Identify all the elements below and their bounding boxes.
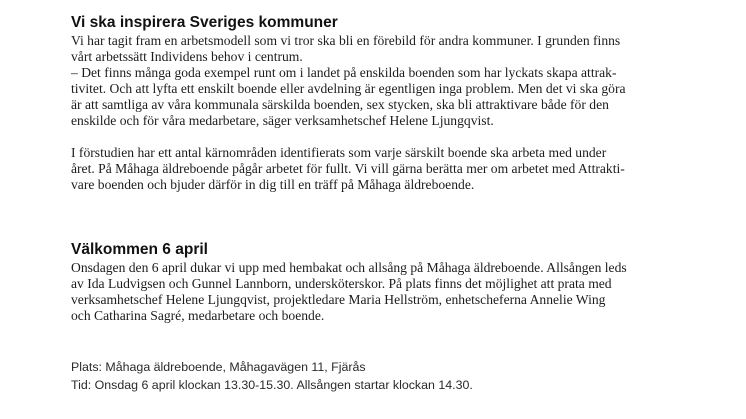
section-heading: Välkommen 6 april — [71, 241, 208, 258]
text-line: vårt arbetssätt Individens behov i centrum. — [71, 49, 303, 64]
event-place: Plats: Måhaga äldreboende, Måhagavägen 11, Fjärås — [71, 360, 366, 374]
text-line: verksamhetschef Helene Ljungqvist, projektledare Maria Hellström, enhetscheferna Annelie Wing — [71, 292, 606, 307]
text-line: av Ida Ludvigsen och Gunnel Lannborn, undersköterskor. På plats finns det möjlighet att prata med — [71, 276, 612, 291]
section-inspire — [71, 13, 626, 193]
text-line: enskilde och för våra medarbetare, säger verksamhetschef Helene Ljungqvist. — [71, 113, 494, 128]
event-info — [71, 358, 473, 394]
text-line: och Catharina Sagré, medarbetare och boende. — [71, 308, 325, 323]
paragraph-prestudy — [71, 145, 626, 193]
section-welcome — [71, 240, 627, 324]
text-line: tivitet. Och att lyfta ett enskilt boende eller avdelning är egentligen inga problem. Men det vi ska göra — [71, 81, 626, 96]
text-line: Vi har tagit fram en arbetsmodell som vi tror ska bli en förebild för andra kommuner. I grunden finns — [71, 33, 621, 48]
text-line: året. På Måhaga äldreboende pågår arbetet för fullt. Vi vill gärna berätta mer om arbetet med Attrakti- — [71, 161, 625, 176]
paragraph-event — [71, 260, 627, 324]
section-heading: Vi ska inspirera Sveriges kommuner — [71, 14, 338, 31]
text-line: – Det finns många goda exempel runt om i landet på enskilda boenden som har lyckats skapa attrak- — [71, 65, 617, 80]
text-line: Onsdagen den 6 april dukar vi upp med hembakat och allsång på Måhaga äldreboende. Allsången leds — [71, 260, 627, 275]
text-line: I förstudien har ett antal kärnområden identifierats som varje särskilt boende ska arbeta med under — [71, 145, 607, 160]
event-time: Tid: Onsdag 6 april klockan 13.30-15.30. Allsången startar klockan 14.30. — [71, 378, 473, 392]
text-line: är att samtliga av våra kommunala särskilda boenden, sex stycken, ska bli attraktivare både för den — [71, 97, 609, 112]
paragraph-intro — [71, 33, 626, 129]
text-line: vare boenden och bjuder därför in dig till en träff på Måhaga äldreboende. — [71, 177, 475, 192]
